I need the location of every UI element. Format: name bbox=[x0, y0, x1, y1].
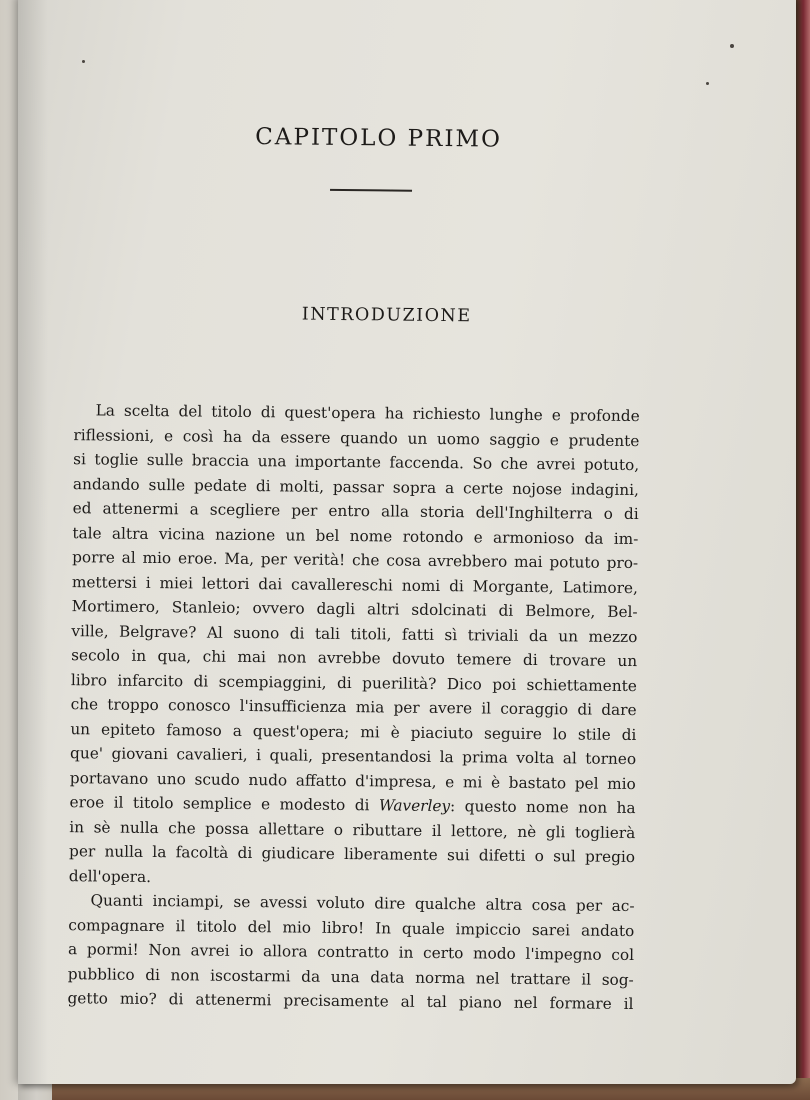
text-segment: eroe il titolo semplice e modesto di bbox=[69, 793, 370, 815]
text-line: que' giovani cavalieri, i quali, presentandosi la prima volta al torneo bbox=[70, 744, 637, 769]
text-line: ed attenermi a scegliere per entro alla storia dell'Inghilterra o di bbox=[72, 499, 639, 524]
body-text bbox=[67, 398, 639, 1016]
text-line: che troppo conosco l'insufficienza mia per avere il coraggio di dare bbox=[70, 695, 637, 720]
title-rule bbox=[330, 189, 412, 192]
text-line: un epiteto famoso a quest'opera; mi è piaciuto seguire lo stile di bbox=[70, 719, 637, 744]
text-line: porre al mio eroe. Ma, per verità! che cosa avrebbero mai potuto pro- bbox=[72, 548, 639, 573]
text-line: getto mio? di attenermi precisamente al tal piano nel formare il bbox=[67, 989, 634, 1014]
text-line: compagnare il titolo del mio libro! In quale impiccio sarei andato bbox=[68, 915, 635, 940]
text-line: riflessioni, e così ha da essere quando un uomo saggio e prudente bbox=[73, 425, 640, 450]
page-content bbox=[49, 0, 660, 1086]
text-line: pubblico di non iscostarmi da una data norma nel trattare il sog- bbox=[67, 964, 634, 989]
paper-speck bbox=[706, 82, 709, 85]
page-gutter-shadow bbox=[18, 0, 48, 1100]
text-line: secolo in qua, chi mai non avrebbe dovuto temere di trovare un bbox=[71, 646, 638, 671]
text-line: si toglie sulle braccia una importante faccenda. So che avrei potuto, bbox=[73, 450, 640, 475]
text-line: La scelta del titolo di quest'opera ha richiesto lunghe e profonde bbox=[95, 401, 640, 426]
text-line: Mortimero, Stanleio; ovvero dagli altri sdolcinati di Belmore, Bel- bbox=[71, 597, 638, 622]
chapter-title: CAPITOLO PRIMO bbox=[255, 124, 503, 153]
text-segment: : questo nome non ha bbox=[449, 797, 636, 818]
title-word-waverley: Waverley bbox=[378, 796, 451, 816]
section-title: INTRODUZIONE bbox=[301, 304, 472, 327]
paper-speck bbox=[730, 44, 734, 48]
text-line: andando sulle pedate di molti, passar sopra a certe nojose indagini, bbox=[72, 474, 639, 499]
text-line: tale altra vicina nazione un bel nome rotondo e armonioso da im- bbox=[72, 523, 639, 548]
text-line: Quanti inciampi, se avessi voluto dire qualche altra cosa per ac- bbox=[90, 891, 635, 916]
text-line: ville, Belgrave? Al suono di tali titoli, fatti sì triviali da un mezzo bbox=[71, 621, 638, 646]
text-line: dell'opera. bbox=[68, 866, 152, 886]
text-line: libro infarcito di scempiaggini, di puerilità? Dico poi schiettamente bbox=[70, 670, 637, 695]
text-line: in sè nulla che possa allettare o ributtare il lettore, nè gli toglierà bbox=[69, 817, 636, 842]
text-line: mettersi i miei lettori dai cavallereschi nomi di Morgante, Latimore, bbox=[71, 572, 638, 597]
text-line: per nulla la facoltà di giudicare liberamente sui difetti o sul pregio bbox=[68, 842, 636, 867]
text-line: portavano uno scudo nudo affatto d'impresa, e mi è bastato pel mio bbox=[69, 768, 636, 793]
text-line: a pormi! Non avrei io allora contratto in certo modo l'impegno col bbox=[67, 940, 635, 965]
